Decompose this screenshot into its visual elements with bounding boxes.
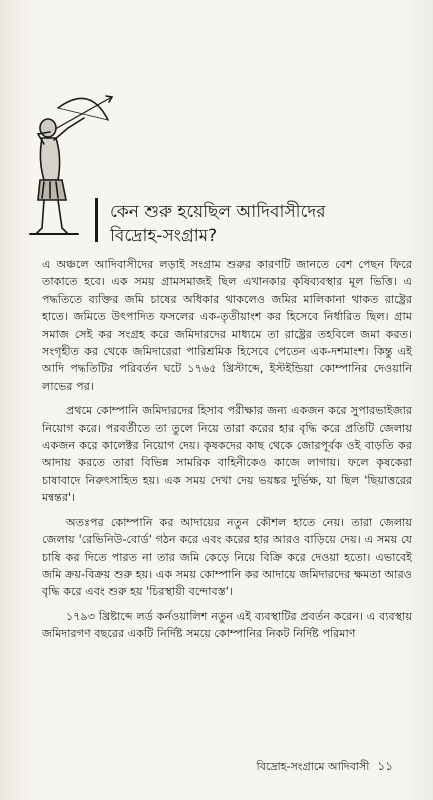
body-text (42, 256, 412, 650)
paragraph-4: ১৭৯৩ খ্রিষ্টাব্দে লর্ড কর্নওয়ালিশ নতুন এই ব্যবস্থাটির প্রবর্তন করেন। এ ব্যবস্থায় জমিদারগণ বছরের একটি নির্দিষ্ট সময়ে কোম্পানির নিকট নির্দিষ্ট পরিমাণ (42, 609, 412, 641)
section-heading (110, 200, 410, 248)
archer-illustration (28, 88, 114, 238)
page-number: ১১ (377, 759, 393, 773)
footer-title: বিদ্রোহ-সংগ্রামে আদিবাসী (256, 760, 370, 773)
page-footer (257, 758, 393, 778)
heading-line-2: বিদ্রোহ-সংগ্রাম? (110, 226, 218, 246)
paragraph-1: এ অঞ্চলে আদিবাসীদের লড়াই সংগ্রাম শুরুর কারণটি জানতে বেশ পেছন ফিরে তাকাতে হবে। এক সময় গ্রামসমাজই ছিল এখানকার কৃষিব্যবস্থার মূল ভিত্তি। এ পদ্ধতিতে ব্যক্তির জমি চাষের অধিকার থাকলেও জমির মালিকানা থাকত রাষ্ট্রের হাতে। জমিতে উৎপাদিত ফসলের এক-তৃতীয়াংশ কর হিসেবে নির্ধারিত ছিল। গ্রাম সমাজ সেই কর সংগ্রহ করে জমিদারদের মাধ্যমে তা রাষ্ট্রের তহবিলে জমা করত। সংগৃহীত কর থেকে জমিদারেরা পারিশ্রমিক হিসেবে পেতেন এক-দশমাংশ। কিন্তু এই আদি পদ্ধতিটির পরিবর্তন ঘটে ১৭৬৫ খ্রিস্টাব্দে, ইস্টইন্ডিয়া কোম্পানির দেওয়ানি লাভের পর। (42, 258, 412, 393)
heading-line-1: কেন শুরু হয়েছিল আদিবাসীদের (110, 202, 326, 222)
paragraph-3: অতঃপর কোম্পানি কর আদায়ের নতুন কৌশল হাতে নেয়। তারা জেলায় জেলায় 'রেভিনিউ-বোর্ড' গঠন করে এবং করের হার আরও বাড়িয়ে দেয়। এ সময় যে চাষি কর দিতে পারত না তার জমি কেড়ে নিয়ে বিক্রি করে দেওয়া হতো। এভাবেই জমি ক্রয়-বিক্রয় শুরু হয়। এক সময় কোম্পানি কর আদায়ে জমিদারদের ক্ষমতা আরও বৃদ্ধি করে এবং শুরু হয় 'চিরস্থায়ী বন্দোবস্ত'। (42, 515, 412, 599)
paragraph-2: প্রথমে কোম্পানি জমিদারদের হিসাব পরীক্ষার জন্য একজন করে সুপারভাইজার নিয়োগ করে। পরবর্তীতে তা তুলে নিয়ে তারা করের হার বৃদ্ধি করে প্রতিটি জেলায় একজন করে কালেক্টর নিয়োগ দেয়। কৃষকদের কাছ থেকে জোরপূর্বক ওই বাড়তি কর আদায় করতে তারা বিভিন্ন সামরিক বাহিনীকেও কাজে লাগায়। ফলে কৃষকেরা চাষাবাদে নিরুৎসাহিত হয়। এক সময় দেখা দেয় ভয়ঙ্কর দুর্ভিক্ষ, যা ছিল 'ছিয়াত্তরের মন্বন্তর'। (42, 404, 412, 505)
heading-accent-bar (95, 198, 98, 242)
